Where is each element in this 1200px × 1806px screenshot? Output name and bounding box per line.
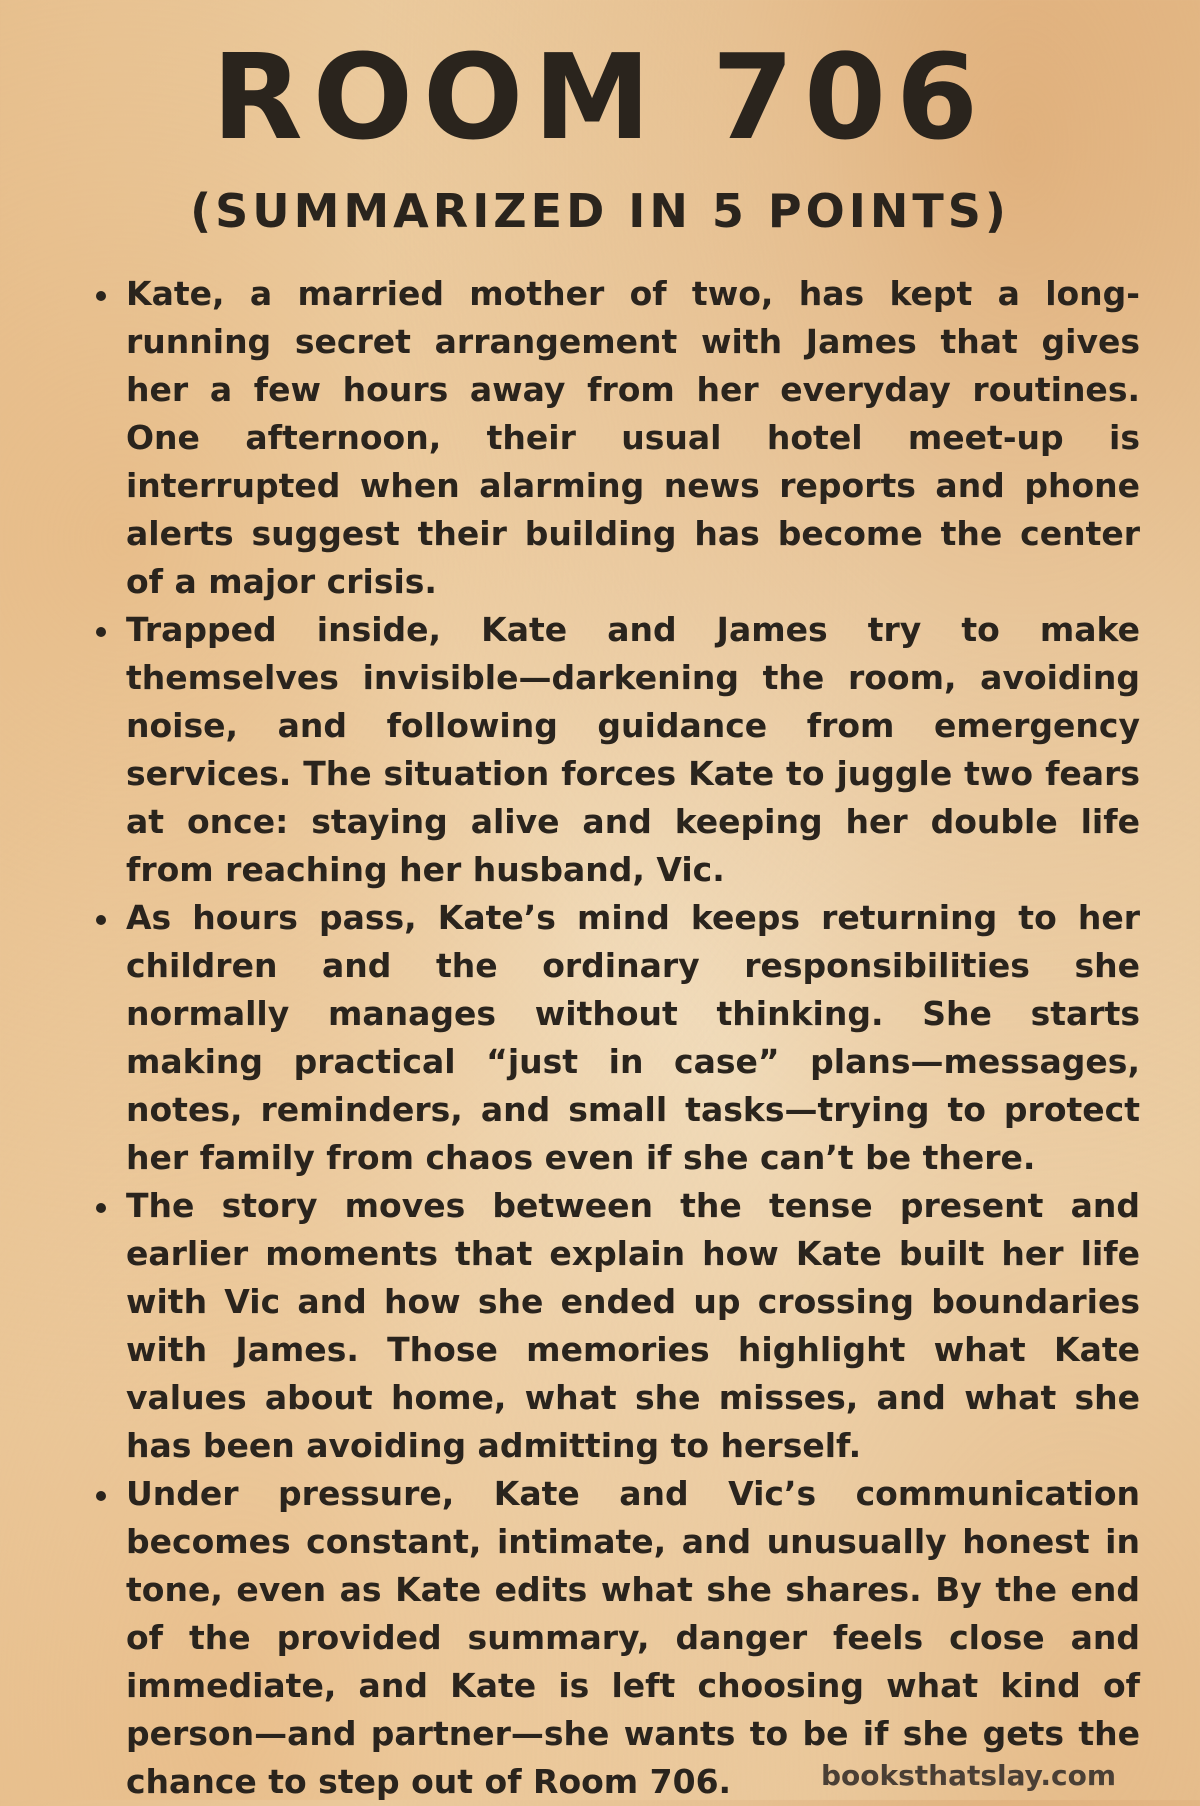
bullet-icon (96, 915, 106, 925)
summary-points-list (96, 270, 1140, 1806)
summary-point-5 (96, 1470, 1140, 1806)
site-watermark: booksthatslay.com (820, 1759, 1116, 1792)
summary-point-text: Under pressure, Kate and Vic’s communication becomes constant, intimate, and unusually honest in tone, even as Kate edits what she shares. By the end of the provided summary, danger feels close and immediate, and Kate is left choosing what kind of person—and partner—she wants to be if she gets the chance to step out of Room 706. (126, 1474, 1140, 1801)
summary-point-3 (96, 894, 1140, 1182)
page-title: ROOM 706 (211, 28, 989, 166)
summary-point-4 (96, 1182, 1140, 1470)
summary-point-text: Trapped inside, Kate and James try to make themselves invisible—darkening the room, avoiding noise, and following guidance from emergency services. The situation forces Kate to juggle two fears at once: staying alive and keeping her double life from reaching her husband, Vic. (126, 610, 1140, 889)
summary-point-text: The story moves between the tense present and earlier moments that explain how Kate built her life with Vic and how she ended up crossing boundaries with James. Those memories highlight what Kate values about home, what she misses, and what she has been avoiding admitting to herself. (126, 1186, 1140, 1465)
page-subtitle: (SUMMARIZED IN 5 POINTS) (190, 184, 1010, 238)
bullet-icon (96, 291, 106, 301)
bullet-icon (96, 627, 106, 637)
summary-point-text: Kate, a married mother of two, has kept a long-running secret arrangement with James that gives her a few hours away from her everyday routines. One afternoon, their usual hotel meet-up is interrupted when alarming news reports and phone alerts suggest their building has become the center of a major crisis. (126, 274, 1140, 601)
summary-point-text: As hours pass, Kate’s mind keeps returning to her children and the ordinary responsibilities she normally manages without thinking. She starts making practical “just in case” plans—messages, notes, reminders, and small tasks—trying to protect her family from chaos even if she can’t be there. (126, 898, 1140, 1177)
summary-point-2 (96, 606, 1140, 894)
summary-point-1 (96, 270, 1140, 606)
bullet-icon (96, 1203, 106, 1213)
bullet-icon (96, 1491, 106, 1501)
